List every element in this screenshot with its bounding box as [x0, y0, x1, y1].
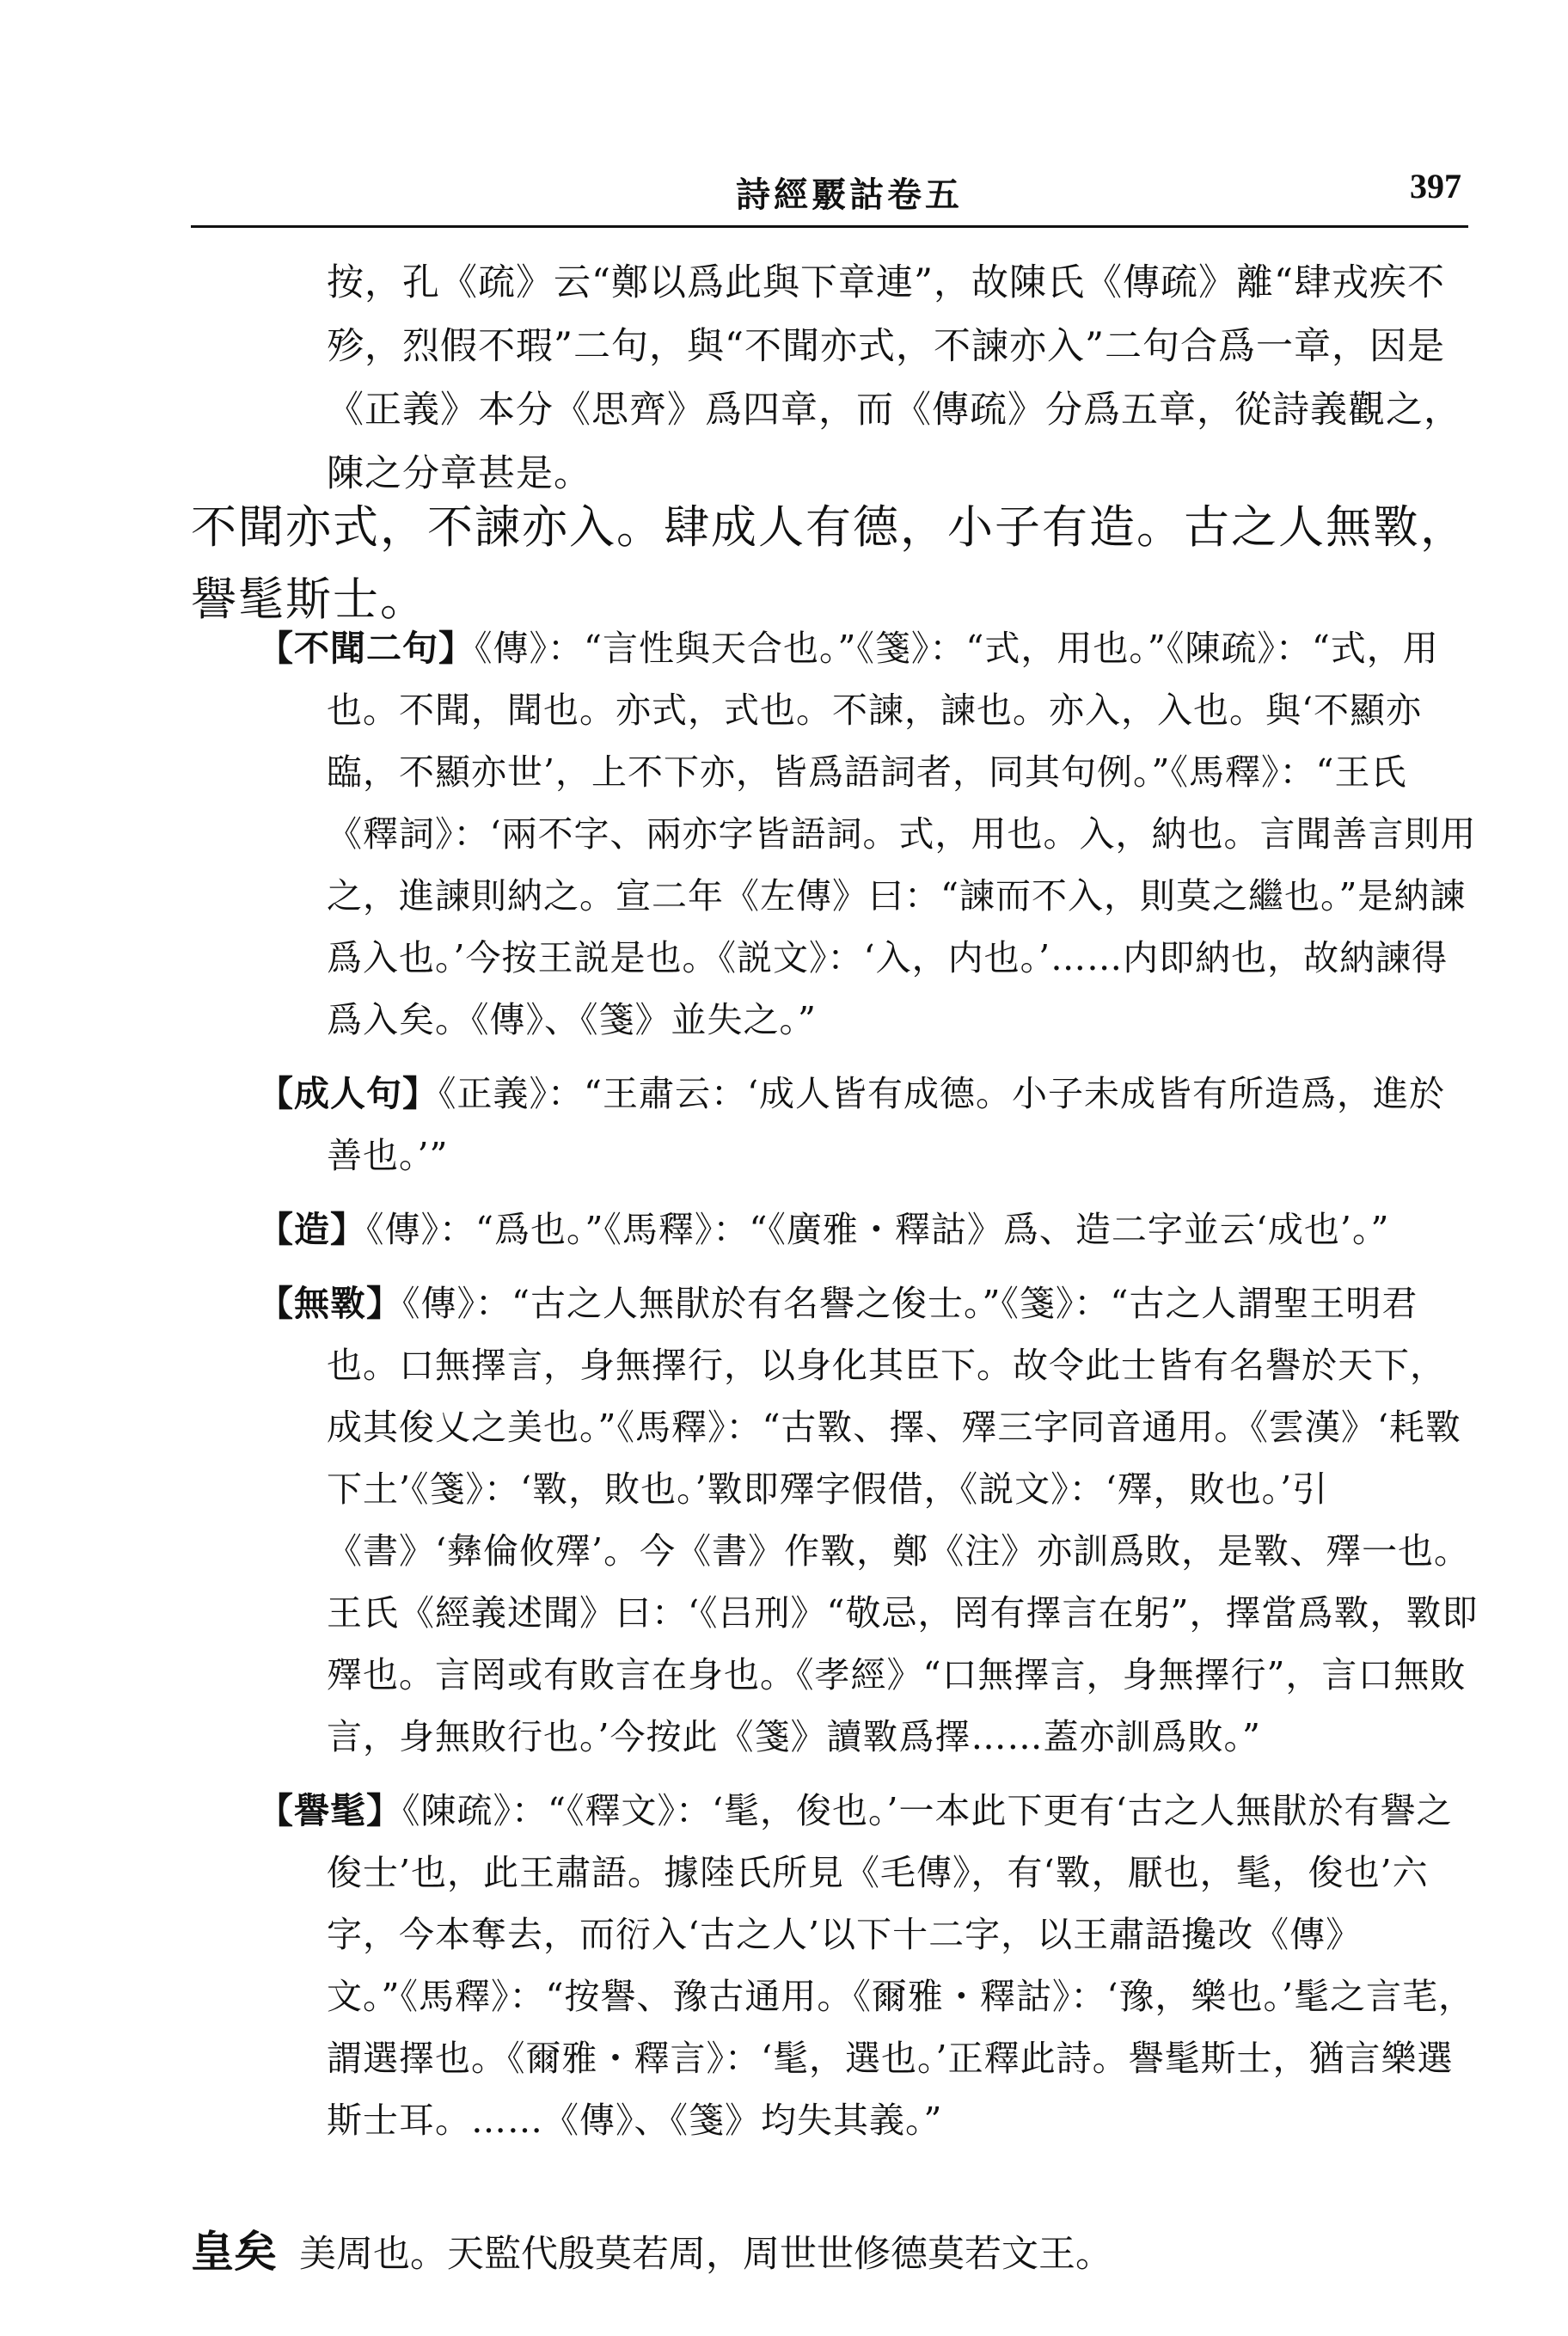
- note-item: [258, 1063, 1479, 1186]
- notes-list: [258, 617, 1479, 2163]
- next-poem-heading: [191, 2220, 1480, 2286]
- note-item: [258, 1780, 1479, 2151]
- verse-text: 不聞亦式，不諫亦入。肆成人有德，小子有造。古之人無斁，譽髦斯士。: [191, 501, 1467, 626]
- note-tag: 【造】: [258, 1209, 366, 1250]
- poem-title: 皇矣: [191, 2227, 277, 2277]
- note-tag: 【不聞二句】: [258, 628, 475, 669]
- note-text: 《傳》：“言性與天合也。”《箋》：“式，用也。”《陳疏》：“式，用也。不聞，聞也。亦式，式也。不諫，諫也。亦入，入也。與‘不顯亦臨，不顯亦世’，上不下亦，皆爲語詞者，同其句例。”《馬釋》：“王氏《釋詞》：‘兩不字、兩亦字皆語詞。式，用也。入，納也。言聞善言則用之，進諫則納之。宣二年《左傳》曰：“諫而不入，則莫之繼也。”是納諫爲入也。’今按王説是也。《説文》：‘入，内也。’……内即納也，故納諫得爲入矣。《傳》、《箋》並失之。”: [327, 628, 1477, 1040]
- note-text: 《傳》：“古之人無猒於有名譽之俊士。”《箋》：“古之人謂聖王明君也。口無擇言，身無擇行，以身化其臣下。故令此士皆有名譽於天下，成其俊乂之美也。”《馬釋》：“古斁、擇、殬三字同音通用。《雲漢》‘耗斁下土’《箋》：‘斁，敗也。’斁即殬字假借，《説文》：‘殬，敗也。’引《書》‘彝倫攸殬’。今《書》作斁，鄭《注》亦訓爲敗，是斁、殬一也。王氏《經義述聞》曰：‘《吕刑》“敬忌，罔有擇言在躬”，擇當爲斁，斁即殬也。言罔或有敗言在身也。《孝經》“口無擇言，身無擇行”，言口無敗言，身無敗行也。’今按此《箋》讀斁爲擇……蓋亦訓爲敗。”: [327, 1283, 1479, 1757]
- intro-paragraph: 按，孔《疏》云“鄭以爲此與下章連”，故陳氏《傳疏》離“肆戎疾不殄，烈假不瑕”二句，與“不聞亦式，不諫亦入”二句合爲一章，因是《正義》本分《思齊》爲四章，而《傳疏》分爲五章，從詩義觀之，陳之分章甚是。: [327, 261, 1461, 495]
- poem-preface: 美周也。天監代殷莫若周，周世世修德莫若文王。: [299, 2233, 1112, 2276]
- note-text: 《陳疏》：“《釋文》：‘髦，俊也。’一本此下更有‘古之人無猒於有譽之俊士’也，此王肅語。據陸氏所見《毛傳》，有‘斁，厭也，髦，俊也’六字，今本奪去，而衍入‘古之人’以下十二字，以王肅語攙改《傳》文。”《馬釋》：“按譽、豫古通用。《爾雅・釋詁》：‘豫，樂也。’髦之言芼，謂選擇也。《爾雅・釋言》：‘髦，選也。’正釋此詩。譽髦斯士，猶言樂選斯士耳。……《傳》、《箋》均失其義。”: [327, 1790, 1474, 2141]
- note-item: [258, 617, 1479, 1051]
- note-item: [258, 1272, 1479, 1768]
- note-text: 《正義》：“王肅云：‘成人皆有成德。小子未成皆有所造爲，進於善也。’”: [327, 1073, 1445, 1176]
- running-title: 詩經覈詁卷五: [736, 175, 963, 215]
- page-number: 397: [1410, 167, 1461, 205]
- header-rule: [191, 225, 1468, 228]
- note-item: [258, 1199, 1479, 1260]
- note-tag: 【無斁】: [258, 1283, 402, 1324]
- running-header: [191, 159, 1468, 219]
- note-tag: 【成人句】: [258, 1073, 438, 1114]
- note-tag: 【譽髦】: [258, 1790, 402, 1831]
- note-text: 《傳》：“爲也。”《馬釋》：“《廣雅・釋詁》爲、造二字並云‘成也’。”: [366, 1209, 1390, 1250]
- intro-commentary: [327, 251, 1470, 506]
